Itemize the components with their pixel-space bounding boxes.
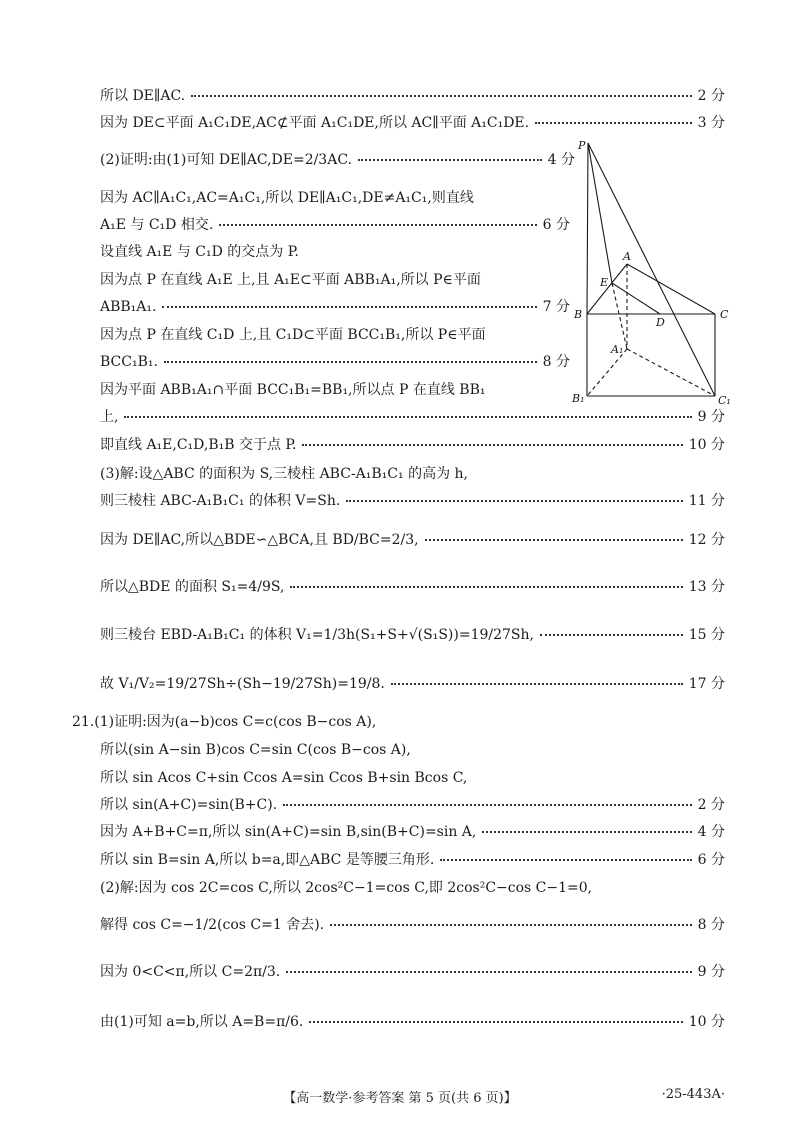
edge-a1b1	[587, 349, 627, 396]
score-label: 7 分	[542, 299, 570, 315]
answer-line	[100, 822, 725, 842]
dot-leader	[330, 924, 692, 926]
answer-line	[100, 915, 725, 935]
line-text: 所以 DE∥AC.	[100, 88, 186, 104]
line-pe	[588, 143, 612, 283]
answer-line	[100, 850, 725, 870]
answer-line	[100, 625, 725, 645]
dot-leader	[302, 444, 682, 446]
line-text: 设直线 A₁E 与 C₁D 的交点为 P.	[100, 244, 299, 260]
answer-line	[100, 577, 725, 597]
dot-leader	[535, 122, 692, 124]
answer-line	[72, 712, 725, 732]
page-footer: 【高一数学·参考答案 第 5 页(共 6 页)】	[283, 1091, 517, 1106]
line-pb	[587, 143, 588, 314]
edge-ed	[612, 283, 660, 314]
line-text: 因为 DE∥AC,所以△BDE∽△BCA,且 BD/BC=2/3,	[100, 532, 419, 548]
score-label: 2 分	[697, 88, 725, 104]
answer-line	[100, 297, 570, 317]
line-text: (2)解:因为 cos 2C=cos C,所以 2cos²C−1=cos C,即 2cos²C−cos C−1=0,	[100, 880, 593, 896]
answer-line	[100, 242, 570, 262]
label-c1: C₁	[718, 394, 731, 407]
score-label: 4 分	[547, 152, 575, 168]
label-a1: A₁	[611, 343, 624, 356]
line-text: 由(1)可知 a=b,所以 A=B=π/6.	[100, 1014, 304, 1030]
line-text: 因为点 P 在直线 C₁D 上,且 C₁D⊂平面 BCC₁B₁,所以 P∈平面	[100, 327, 486, 343]
answer-line	[100, 113, 725, 133]
dot-leader	[482, 831, 691, 833]
answer-line	[100, 215, 570, 235]
line-text: 因为平面 ABB₁A₁∩平面 BCC₁B₁=BB₁,所以点 P 在直线 BB₁	[100, 382, 486, 398]
dot-leader	[358, 159, 542, 161]
score-label: 6 分	[697, 852, 725, 868]
dot-leader	[219, 224, 536, 226]
line-text: (2)证明:由(1)可知 DE∥AC,DE=2/3AC.	[100, 152, 352, 168]
label-a: A	[623, 250, 631, 263]
answer-line	[100, 86, 725, 106]
answer-line	[100, 878, 725, 898]
answer-line	[100, 380, 570, 400]
answer-line	[100, 188, 570, 208]
line-text: 因为 A+B+C=π,所以 sin(A+C)=sin B,sin(B+C)=sin A,	[100, 824, 477, 840]
dot-leader	[391, 683, 683, 685]
dot-leader	[162, 306, 536, 308]
label-p: P	[578, 140, 586, 152]
line-text: ABB₁A₁.	[100, 299, 157, 315]
answer-line	[100, 768, 725, 788]
score-label: 10 分	[688, 1014, 725, 1030]
answer-line	[100, 740, 725, 760]
line-text: 故 V₁/V₂=19/27Sh÷(Sh−19/27Sh)=19/8.	[100, 676, 385, 692]
line-text: 则三棱柱 ABC-A₁B₁C₁ 的体积 V=Sh.	[100, 493, 341, 509]
edge-ea1	[612, 283, 627, 349]
line-text: 则三棱台 EBD-A₁B₁C₁ 的体积 V₁=1/3h(S₁+S+√(S₁S))=19/27Sh,	[100, 627, 534, 643]
edge-ac	[627, 264, 715, 314]
prism-figure	[560, 140, 740, 410]
line-text: BCC₁B₁.	[100, 354, 158, 370]
line-pc1	[588, 143, 715, 396]
dot-leader	[309, 1021, 682, 1023]
dot-leader	[346, 500, 682, 502]
dot-leader	[540, 634, 683, 636]
answer-line	[100, 270, 570, 290]
label-e: E	[600, 276, 609, 289]
line-text: 所以 sin(A+C)=sin(B+C).	[100, 797, 278, 813]
answer-line	[100, 352, 570, 372]
edge-a1c1	[627, 349, 715, 396]
line-text: A₁E 与 C₁D 相交.	[100, 217, 214, 233]
score-label: 11 分	[688, 493, 725, 509]
line-text: 因为 AC∥A₁C₁,AC=A₁C₁,所以 DE∥A₁C₁,DE≠A₁C₁,则直线	[100, 190, 474, 206]
prism-diagram	[560, 140, 740, 410]
dot-leader	[440, 859, 691, 861]
answer-line	[100, 674, 725, 694]
score-label: 3 分	[697, 115, 725, 131]
label-b1: B₁	[572, 392, 585, 405]
score-label: 2 分	[697, 797, 725, 813]
line-text: 因为 0<C<π,所以 C=2π/3.	[100, 964, 281, 980]
score-label: 9 分	[697, 409, 725, 425]
line-text: 上,	[100, 409, 119, 425]
dot-leader	[164, 361, 537, 363]
answer-line	[100, 150, 575, 170]
line-text: 所以 sin Acos C+sin Ccos A=sin Ccos B+sin Bcos C,	[100, 770, 468, 786]
score-label: 12 分	[688, 532, 725, 548]
answer-line	[100, 962, 725, 982]
score-label: 9 分	[697, 964, 725, 980]
label-b: B	[574, 308, 583, 321]
score-label: 4 分	[697, 824, 725, 840]
answer-line	[100, 325, 570, 345]
line-text: 所以 sin B=sin A,所以 b=a,即△ABC 是等腰三角形.	[100, 852, 435, 868]
answer-line	[100, 1012, 725, 1032]
dot-leader	[283, 804, 692, 806]
answer-line	[100, 530, 725, 550]
answer-line	[100, 795, 725, 815]
label-c: C	[720, 308, 729, 321]
answer-line	[100, 464, 725, 484]
label-d: D	[656, 316, 665, 329]
score-label: 8 分	[697, 917, 725, 933]
line-text: 所以△BDE 的面积 S₁=4/9S,	[100, 579, 285, 595]
line-text: 即直线 A₁E,C₁D,B₁B 交于点 P.	[100, 437, 297, 453]
dot-leader	[286, 971, 691, 973]
answer-line	[100, 435, 725, 455]
line-text: 因为点 P 在直线 A₁E 上,且 A₁E⊂平面 ABB₁A₁,所以 P∈平面	[100, 272, 481, 288]
score-label: 6 分	[542, 217, 570, 233]
line-text: (3)解:设△ABC 的面积为 S,三棱柱 ABC-A₁B₁C₁ 的高为 h,	[100, 466, 468, 482]
line-text: 因为 DE⊂平面 A₁C₁DE,AC⊄平面 A₁C₁DE,所以 AC∥平面 A₁C₁DE.	[100, 115, 530, 131]
answer-line	[100, 491, 725, 511]
score-label: 8 分	[542, 354, 570, 370]
line-text: 所以(sin A−sin B)cos C=sin C(cos B−cos A),	[100, 742, 411, 758]
dot-leader	[290, 586, 682, 588]
score-label: 17 分	[688, 676, 725, 692]
line-text: 解得 cos C=−1/2(cos C=1 舍去).	[100, 917, 325, 933]
dot-leader	[425, 539, 683, 541]
score-label: 13 分	[688, 579, 725, 595]
score-label: 10 分	[688, 437, 725, 453]
score-label: 15 分	[688, 627, 725, 643]
line-text: 21.(1)证明:因为(a−b)cos C=c(cos B−cos A),	[72, 714, 377, 730]
dot-leader	[191, 95, 692, 97]
doc-code: ·25-443A·	[661, 1087, 725, 1102]
dot-leader	[124, 416, 691, 418]
